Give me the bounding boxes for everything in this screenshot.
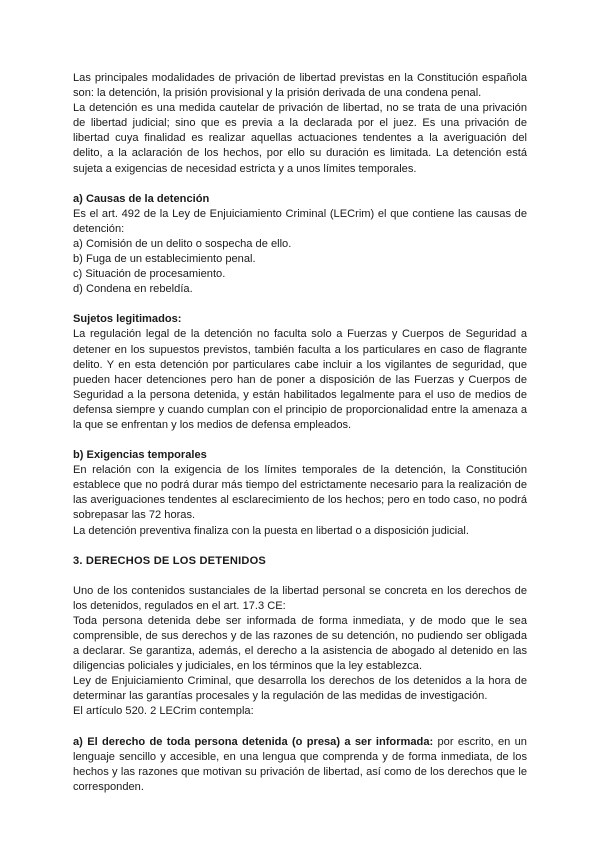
exigencias-text-2: La detención preventiva finaliza con la puesta en libertad o a disposición judicial. — [73, 524, 469, 537]
derechos-paragraph-3: Ley de Enjuiciamiento Criminal, que desarrolla los derechos de los detenidos a la hora de determinar las garantías procesales y la regulación de las medidas de investigación. — [73, 675, 527, 703]
causas-item-c: c) Situación de procesamiento. — [73, 268, 226, 281]
derechos-item-a-title: a) El derecho de toda persona detenida (o presa) a ser informada: — [73, 735, 434, 748]
derechos-paragraph-2: Toda persona detenida debe ser informada de forma inmediata, y de modo que le sea comprensible, de sus derechos y de las razones de su detención, no pudiendo ser obligada a declarar. Se garantiza, además, el derecho a la asistencia de abogado al detenido en las diligencias policiales y judiciales, en los términos que la ley establezca. — [73, 614, 527, 673]
derechos-section-heading: 3. DERECHOS DE LOS DETENIDOS — [73, 554, 266, 567]
spacer — [73, 720, 527, 735]
sujetos-heading: Sujetos legitimados: — [73, 313, 182, 326]
spacer — [73, 539, 527, 554]
intro-paragraph-1: Las principales modalidades de privación de libertad previstas en la Constitución española son: la detención, la prisión provisional y la prisión derivada de una condena penal. — [73, 72, 527, 100]
spacer — [73, 177, 527, 192]
causas-item-a: a) Comisión de un delito o sospecha de ello. — [73, 237, 292, 250]
exigencias-text: En relación con la exigencia de los límites temporales de la detención, la Constitución establece que no podrá durar más tiempo del estrictamente necesario para la realización de las averiguaciones tendentes al esclarecimiento de los hechos; pero en todo caso, no podrá sobrepasar las 72 horas. — [73, 464, 527, 522]
causas-item-b: b) Fuga de un establecimiento penal. — [73, 253, 256, 266]
causas-item-d: d) Condena en rebeldía. — [73, 283, 193, 296]
spacer — [73, 433, 527, 448]
spacer — [73, 569, 527, 584]
spacer — [73, 297, 527, 312]
exigencias-heading: b) Exigencias temporales — [73, 449, 207, 462]
sujetos-text: La regulación legal de la detención no faculta solo a Fuerzas y Cuerpos de Seguridad a detener en los supuestos previstos, también faculta a los particulares en caso de flagrante delito. Y en esta detención por particulares cabe incluir a los vigilantes de seguridad, que pueden hacer detenciones pero han de poner a disposición de las Fuerzas y Cuerpos de Seguridad a la persona detenida, y están habilitados legalmente para el uso de medios de defensa siempre y cuando cumplan con el principio de proporcionalidad entre la amenaza a la que se enfrentan y los medios de defensa empleados. — [73, 328, 527, 431]
intro-paragraph-2: La detención es una medida cautelar de privación de libertad, no se trata de una privación de libertad judicial; sino que es previa a la declarada por el juez. Es una privación de libertad cuya finalidad es realizar aquellas actuaciones tendentes a la averiguación del delito, a la aclaración de los hechos, por ello su duración es limitada. La detención está sujeta a exigencias de necesidad estricta y a unos límites temporales. — [73, 102, 527, 175]
derechos-paragraph-1: Uno de los contenidos sustanciales de la libertad personal se concreta en los derechos de los detenidos, regulados en el art. 17.3 CE: — [73, 584, 527, 612]
causas-heading: a) Causas de la detención — [73, 192, 210, 205]
derechos-item-a-text: por escrito, en un lenguaje sencillo y accesible, en una lengua que comprenda y de forma inmediata, de los hechos y las razones que motivan su privación de libertad, así como de los derechos que le corresponden. — [73, 735, 527, 793]
causas-text: Es el art. 492 de la Ley de Enjuiciamiento Criminal (LECrim) el que contiene las causas de detención: — [73, 207, 527, 235]
derechos-item-a — [73, 735, 527, 795]
derechos-paragraph-4: El artículo 520. 2 LECrim contempla: — [73, 705, 254, 718]
document-page — [73, 71, 527, 795]
